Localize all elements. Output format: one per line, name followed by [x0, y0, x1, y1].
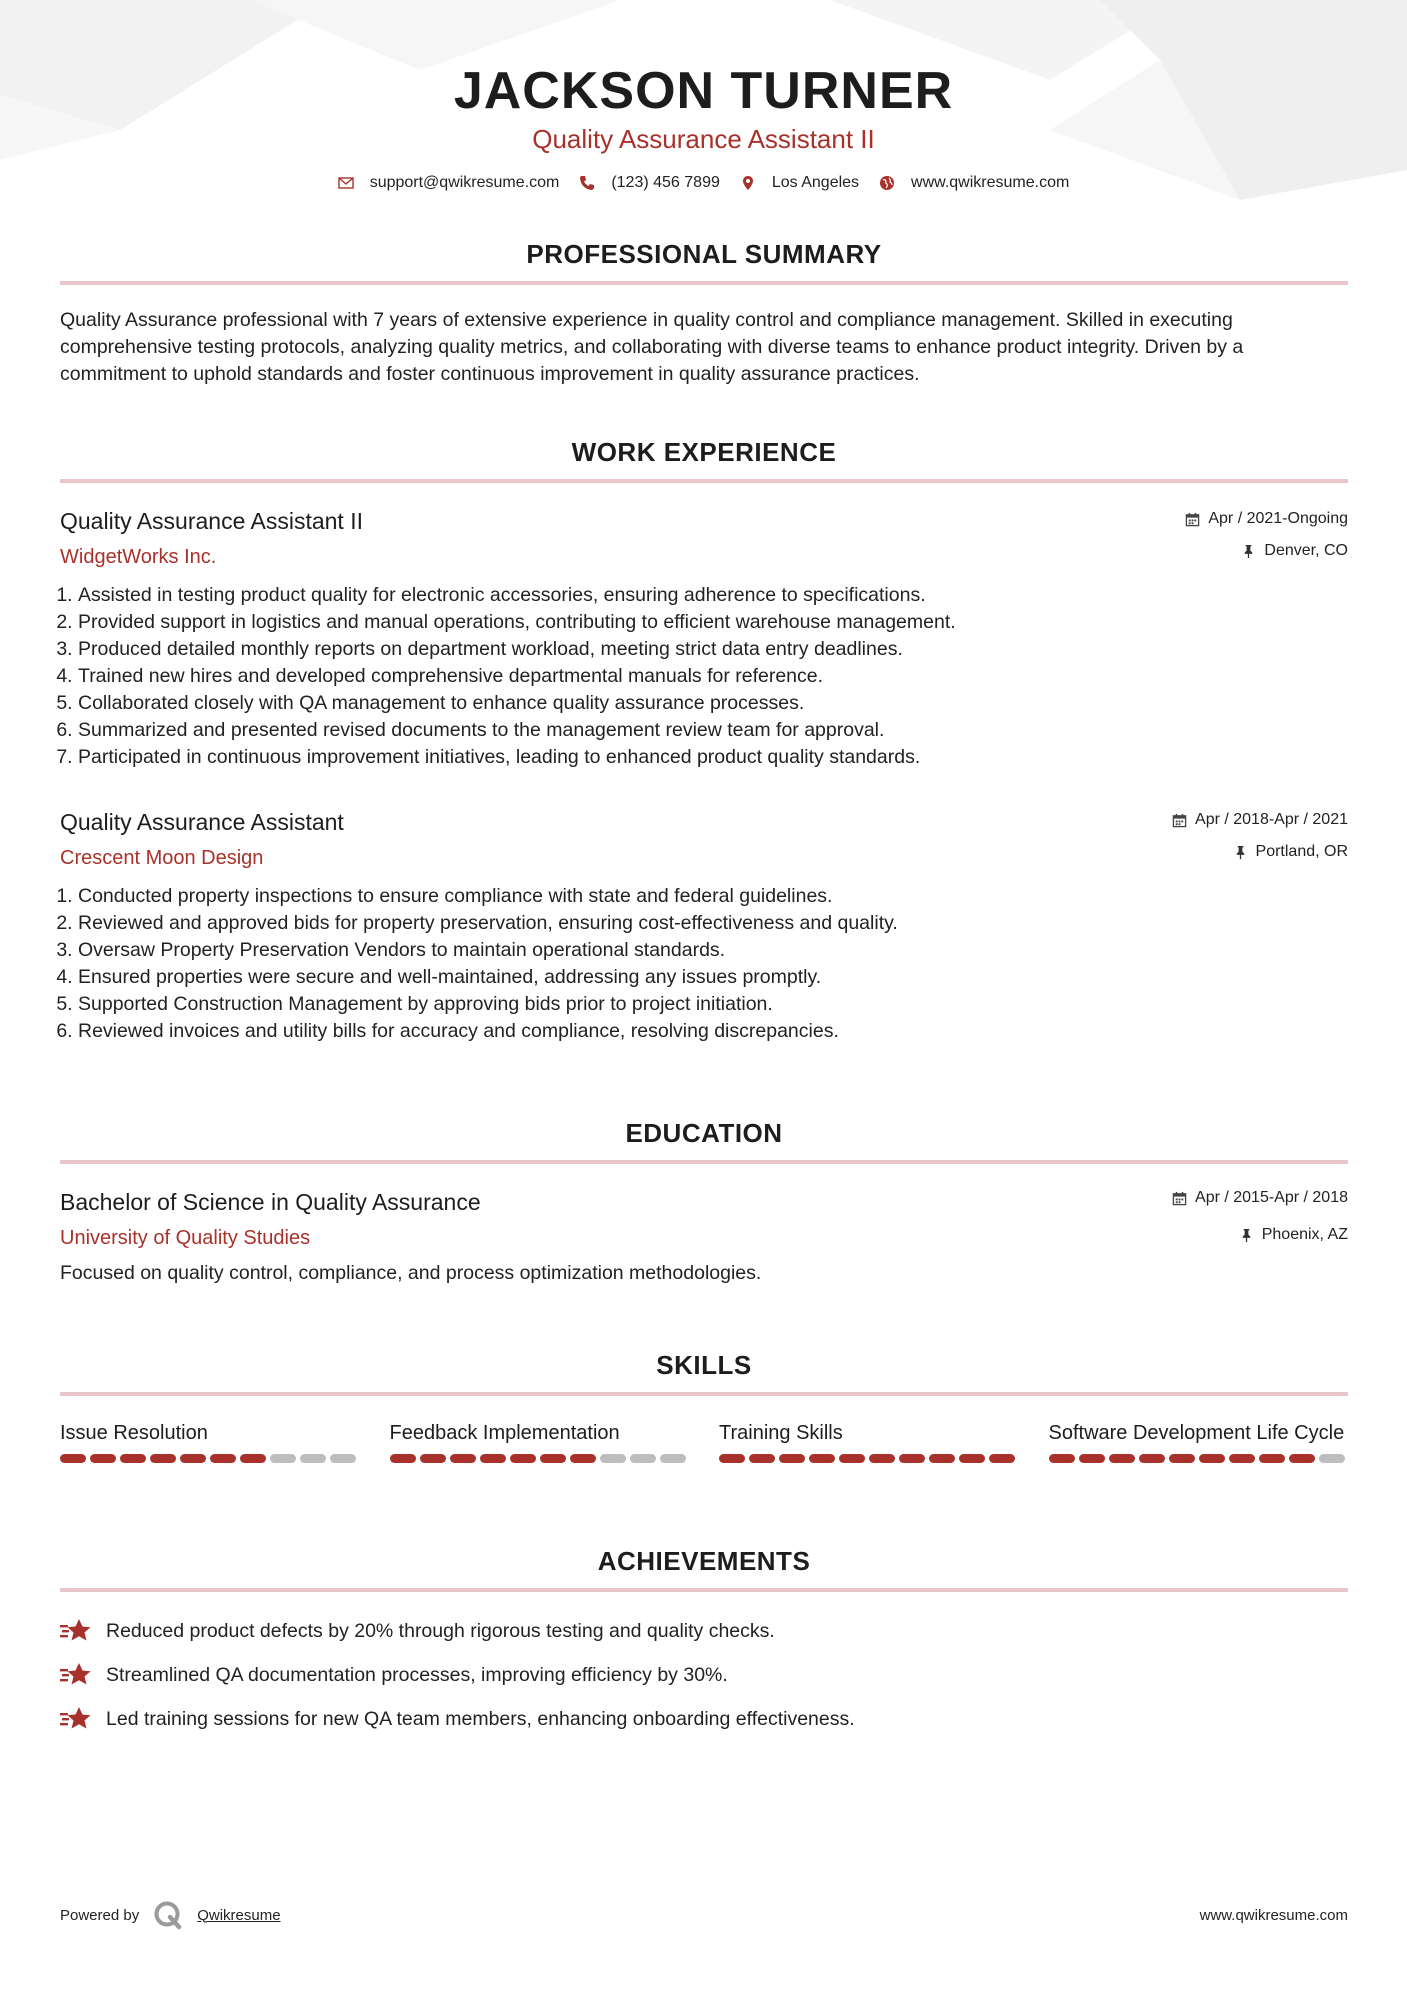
- job-location: [1241, 542, 1348, 560]
- skill-level-segment: [510, 1454, 536, 1463]
- education-description: Focused on quality control, compliance, and process optimization methodologies.: [60, 1262, 762, 1284]
- pushpin-icon: [1241, 544, 1256, 559]
- education-section: [60, 1117, 1348, 1164]
- summary-section: [60, 238, 1348, 388]
- location-text: Los Angeles: [771, 174, 860, 191]
- job-dates: [1185, 510, 1348, 528]
- job-bullet: 4. Ensured properties were secure and well-maintained, addressing any issues promptly.: [78, 964, 1348, 991]
- achievements-section: [60, 1545, 1348, 1592]
- job-dates-text: Apr / 2018-Apr / 2021: [1195, 811, 1348, 828]
- job-bullets: [60, 883, 1348, 1045]
- achievements-heading: ACHIEVEMENTS: [597, 1546, 811, 1576]
- star-badge-icon: [60, 1705, 92, 1733]
- job-bullet: 1. Assisted in testing product quality for electronic accessories, ensuring adherence to specifications.: [78, 582, 1348, 609]
- skill-name: Training Skills: [719, 1422, 843, 1444]
- map-pin-icon: [740, 175, 756, 191]
- skill-level-segment: [240, 1454, 266, 1463]
- skill-level-segment: [1139, 1454, 1165, 1463]
- achievement-text: Reduced product defects by 20% through rigorous testing and quality checks.: [106, 1619, 775, 1642]
- website-text: www.qwikresume.com: [911, 174, 1070, 191]
- skill-level-segment: [989, 1454, 1015, 1463]
- job-bullet: 6. Reviewed invoices and utility bills for accuracy and compliance, resolving discrepancies.: [78, 1018, 1348, 1045]
- page-footer: [60, 1900, 1348, 1930]
- section-divider: [60, 281, 1348, 285]
- job-company: Crescent Moon Design: [60, 847, 264, 869]
- skill-level-segment: [749, 1454, 775, 1463]
- candidate-title: Quality Assurance Assistant II: [532, 124, 875, 154]
- skill-level-segment: [450, 1454, 476, 1463]
- skill-name: Feedback Implementation: [389, 1422, 620, 1444]
- globe-icon: [879, 175, 895, 191]
- skill-level-segment: [1319, 1454, 1345, 1463]
- skill-level-segment: [1049, 1454, 1075, 1463]
- skill-item: [719, 1420, 1019, 1463]
- job-location-text: Denver, CO: [1264, 542, 1348, 559]
- skill-level-segment: [1199, 1454, 1225, 1463]
- skill-level-bar: [719, 1454, 1019, 1463]
- summary-heading: PROFESSIONAL SUMMARY: [526, 239, 882, 269]
- experience-section: [60, 436, 1348, 483]
- skill-level-segment: [719, 1454, 745, 1463]
- school-name: University of Quality Studies: [60, 1227, 311, 1249]
- job-bullet: 5. Collaborated closely with QA management to enhance quality assurance processes.: [78, 690, 1348, 717]
- skill-level-segment: [660, 1454, 686, 1463]
- skill-level-bar: [390, 1454, 690, 1463]
- skill-level-bar: [1049, 1454, 1349, 1463]
- job-location: [1233, 843, 1348, 861]
- job-bullet: 4. Trained new hires and developed comprehensive departmental manuals for reference.: [78, 663, 1348, 690]
- achievements-list: [60, 1609, 1348, 1741]
- skill-level-segment: [300, 1454, 326, 1463]
- job-location-text: Portland, OR: [1255, 843, 1348, 860]
- star-badge-icon: [60, 1661, 92, 1689]
- contact-email[interactable]: [338, 174, 560, 192]
- section-divider: [60, 479, 1348, 483]
- phone-icon: [579, 175, 595, 191]
- skill-level-segment: [330, 1454, 356, 1463]
- calendar-icon: [1172, 813, 1187, 828]
- skill-level-segment: [899, 1454, 925, 1463]
- email-text: support@qwikresume.com: [369, 174, 560, 191]
- star-badge-icon: [60, 1617, 92, 1645]
- skill-level-segment: [120, 1454, 146, 1463]
- envelope-icon: [338, 175, 354, 191]
- job-entry: [60, 506, 1348, 771]
- skill-level-segment: [540, 1454, 566, 1463]
- skill-item: [390, 1420, 690, 1463]
- skill-level-segment: [1259, 1454, 1285, 1463]
- education-entry: [60, 1187, 1348, 1287]
- skill-level-segment: [1109, 1454, 1135, 1463]
- education-location: [1239, 1226, 1348, 1244]
- skill-level-segment: [90, 1454, 116, 1463]
- brand-link[interactable]: Qwikresume: [197, 1906, 281, 1924]
- calendar-icon: [1185, 512, 1200, 527]
- powered-by-label: Powered by: [60, 1906, 140, 1924]
- skill-level-segment: [480, 1454, 506, 1463]
- education-location-text: Phoenix, AZ: [1261, 1226, 1348, 1243]
- section-divider: [60, 1392, 1348, 1396]
- skill-level-segment: [570, 1454, 596, 1463]
- skill-level-segment: [959, 1454, 985, 1463]
- job-bullets: [60, 582, 1348, 771]
- skills-section: [60, 1349, 1348, 1396]
- job-dates: [1172, 811, 1348, 829]
- job-dates-text: Apr / 2021-Ongoing: [1208, 510, 1348, 527]
- education-heading: EDUCATION: [625, 1118, 783, 1148]
- skill-item: [1049, 1420, 1349, 1463]
- skill-level-segment: [150, 1454, 176, 1463]
- skill-level-bar: [60, 1454, 360, 1463]
- skill-level-segment: [600, 1454, 626, 1463]
- achievement-text: Streamlined QA documentation processes, improving efficiency by 30%.: [106, 1663, 728, 1686]
- contact-phone[interactable]: [579, 174, 720, 192]
- achievement-item: [60, 1609, 1348, 1653]
- skill-level-segment: [1289, 1454, 1315, 1463]
- job-bullet: 2. Provided support in logistics and manual operations, contributing to efficient warehouse management.: [78, 609, 1348, 636]
- education-dates-text: Apr / 2015-Apr / 2018: [1195, 1189, 1348, 1206]
- skills-grid: [60, 1420, 1348, 1463]
- skill-name: Issue Resolution: [60, 1422, 208, 1444]
- skill-level-segment: [869, 1454, 895, 1463]
- candidate-name: JACKSON TURNER: [453, 62, 954, 120]
- phone-text: (123) 456 7899: [611, 174, 720, 191]
- summary-text: Quality Assurance professional with 7 years of extensive experience in quality control and compliance management. Skilled in executing comprehensive testing protocols, analyzing quality metrics, and collaborating with diverse teams to enhance product integrity. Driven by a commitment to uphold standards and foster continuous improvement in quality assurance practices.: [60, 309, 1244, 385]
- skill-level-segment: [1079, 1454, 1105, 1463]
- achievement-item: [60, 1653, 1348, 1697]
- job-role: Quality Assurance Assistant II: [60, 508, 363, 534]
- achievement-item: [60, 1697, 1348, 1741]
- job-bullet: 7. Participated in continuous improvement initiatives, leading to enhanced product quality standards.: [78, 744, 1348, 771]
- skill-level-segment: [1169, 1454, 1195, 1463]
- job-bullet: 3. Produced detailed monthly reports on department workload, meeting strict data entry deadlines.: [78, 636, 1348, 663]
- skill-item: [60, 1420, 360, 1463]
- powered-by: [60, 1900, 281, 1930]
- job-company: WidgetWorks Inc.: [60, 546, 217, 568]
- contact-row: [0, 174, 1407, 192]
- contact-website[interactable]: [879, 174, 1069, 192]
- section-divider: [60, 1160, 1348, 1164]
- skill-level-segment: [809, 1454, 835, 1463]
- education-dates: [1172, 1189, 1348, 1207]
- job-bullet: 5. Supported Construction Management by approving bids prior to project initiation.: [78, 991, 1348, 1018]
- experience-heading: WORK EXPERIENCE: [571, 437, 837, 467]
- pushpin-icon: [1239, 1228, 1254, 1243]
- skill-level-segment: [929, 1454, 955, 1463]
- job-bullet: 2. Reviewed and approved bids for property preservation, ensuring cost-effectiveness and quality.: [78, 910, 1348, 937]
- pushpin-icon: [1233, 845, 1248, 860]
- skill-level-segment: [420, 1454, 446, 1463]
- resume-header: [0, 0, 1407, 192]
- skill-level-segment: [630, 1454, 656, 1463]
- qwikresume-logo-icon: [153, 1900, 183, 1930]
- skill-level-segment: [270, 1454, 296, 1463]
- skill-level-segment: [390, 1454, 416, 1463]
- job-bullet: 6. Summarized and presented revised documents to the management review team for approval.: [78, 717, 1348, 744]
- skill-level-segment: [779, 1454, 805, 1463]
- degree-name: Bachelor of Science in Quality Assurance: [60, 1189, 481, 1215]
- skills-heading: SKILLS: [656, 1350, 752, 1380]
- skill-level-segment: [1229, 1454, 1255, 1463]
- achievement-text: Led training sessions for new QA team members, enhancing onboarding effectiveness.: [106, 1707, 855, 1730]
- job-bullet: 3. Oversaw Property Preservation Vendors to maintain operational standards.: [78, 937, 1348, 964]
- footer-website[interactable]: www.qwikresume.com: [1199, 1906, 1348, 1924]
- job-role: Quality Assurance Assistant: [60, 809, 344, 835]
- skill-level-segment: [60, 1454, 86, 1463]
- calendar-icon: [1172, 1191, 1187, 1206]
- skill-level-segment: [210, 1454, 236, 1463]
- section-divider: [60, 1588, 1348, 1592]
- job-entry: [60, 807, 1348, 1045]
- job-bullet: 1. Conducted property inspections to ensure compliance with state and federal guidelines.: [78, 883, 1348, 910]
- skill-level-segment: [180, 1454, 206, 1463]
- skill-level-segment: [839, 1454, 865, 1463]
- skill-name: Software Development Life Cycle: [1048, 1422, 1345, 1444]
- contact-location: [740, 174, 859, 192]
